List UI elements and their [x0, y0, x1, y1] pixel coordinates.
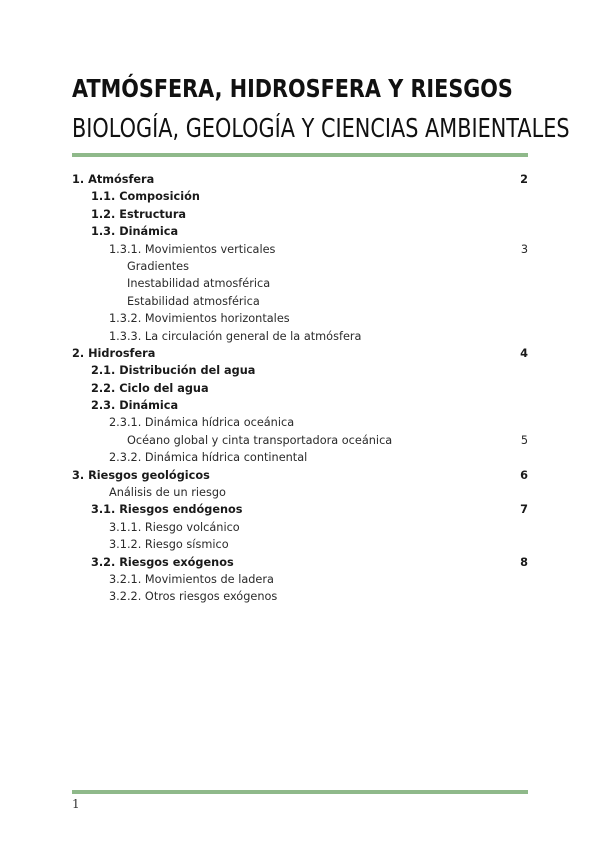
- toc-entry-label: 1.3.1. Movimientos verticales: [109, 242, 276, 256]
- toc-entry[interactable]: [72, 310, 528, 327]
- toc-entry-page: 4: [520, 346, 528, 360]
- toc-entry[interactable]: [72, 223, 528, 240]
- toc-entry-page: 5: [520, 433, 528, 447]
- toc-entry-label: 1.2. Estructura: [91, 207, 187, 221]
- toc-entry[interactable]: [72, 293, 528, 310]
- toc-entry[interactable]: [72, 432, 528, 449]
- toc-entry-page: 7: [520, 503, 528, 517]
- toc-entry[interactable]: [72, 380, 528, 397]
- toc-entry[interactable]: [72, 414, 528, 431]
- toc-entry-label: 2.2. Ciclo del agua: [91, 381, 209, 395]
- toc-entry-label: 3. Riesgos geológicos: [72, 468, 210, 482]
- footer-divider: [72, 790, 528, 794]
- toc-entry-label: 3.2.1. Movimientos de ladera: [109, 572, 274, 586]
- toc-entry-page: 8: [520, 555, 528, 569]
- toc-entry[interactable]: [72, 258, 528, 275]
- toc-entry-label: 3.1.2. Riesgo sísmico: [109, 538, 229, 552]
- toc-entry-label: 1.3. Dinámica: [91, 225, 179, 239]
- toc-entry[interactable]: [72, 171, 528, 188]
- toc-entry[interactable]: [72, 449, 528, 466]
- toc-entry-label: 1. Atmósfera: [72, 173, 155, 186]
- toc-entry[interactable]: [72, 536, 528, 553]
- toc-entry-label: 3.1.1. Riesgo volcánico: [109, 520, 240, 534]
- toc-entry[interactable]: [72, 554, 528, 571]
- toc-entry-label: Análisis de un riesgo: [109, 486, 226, 500]
- document-title: ATMÓSFERA, HIDROSFERA Y RIESGOS: [72, 74, 513, 103]
- toc-entry[interactable]: [72, 397, 528, 414]
- page-number: 1: [72, 797, 80, 811]
- toc-entry-page: 3: [520, 242, 528, 256]
- toc-entry[interactable]: [72, 519, 528, 536]
- toc-entry[interactable]: [72, 362, 528, 379]
- toc-entry[interactable]: [72, 241, 528, 258]
- toc-entry-label: 3.2.2. Otros riesgos exógenos: [109, 590, 278, 604]
- toc-entry-label: 1.3.3. La circulación general de la atmósfera: [109, 329, 362, 343]
- table-of-contents: [72, 171, 528, 606]
- toc-entry-label: 1.3.2. Movimientos horizontales: [109, 312, 290, 326]
- toc-entry-label: 2.3.1. Dinámica hídrica oceánica: [109, 416, 295, 430]
- toc-entry-page: 2: [520, 173, 528, 186]
- toc-entry[interactable]: [72, 345, 528, 362]
- toc-entry-label: Océano global y cinta transportadora oceánica: [127, 433, 393, 447]
- toc-entry-label: Inestabilidad atmosférica: [127, 277, 271, 291]
- toc-entry-label: 1.1. Composición: [91, 190, 200, 204]
- toc-entry[interactable]: [72, 571, 528, 588]
- toc-entry-label: Estabilidad atmosférica: [127, 294, 260, 308]
- toc-entry-label: 2.3.2. Dinámica hídrica continental: [109, 451, 308, 465]
- toc-entry-label: 2.3. Dinámica: [91, 399, 179, 413]
- toc-entry[interactable]: [72, 275, 528, 292]
- toc-entry-page: 6: [520, 468, 528, 482]
- toc-entry[interactable]: [72, 501, 528, 518]
- toc-entry-label: 2. Hidrosfera: [72, 346, 156, 360]
- toc-entry[interactable]: [72, 484, 528, 501]
- toc-entry[interactable]: [72, 467, 528, 484]
- toc-entry[interactable]: [72, 328, 528, 345]
- toc-entry-label: 2.1. Distribución del agua: [91, 364, 256, 378]
- toc-entry[interactable]: [72, 588, 528, 605]
- toc-entry-label: 3.1. Riesgos endógenos: [91, 503, 243, 517]
- toc-entry-label: 3.2. Riesgos exógenos: [91, 555, 234, 569]
- header-divider: [72, 153, 528, 157]
- toc-entry[interactable]: [72, 188, 528, 205]
- toc-entry[interactable]: [72, 206, 528, 223]
- document-subtitle: BIOLOGÍA, GEOLOGÍA Y CIENCIAS AMBIENTALES: [72, 114, 570, 144]
- toc-entry-label: Gradientes: [127, 259, 190, 273]
